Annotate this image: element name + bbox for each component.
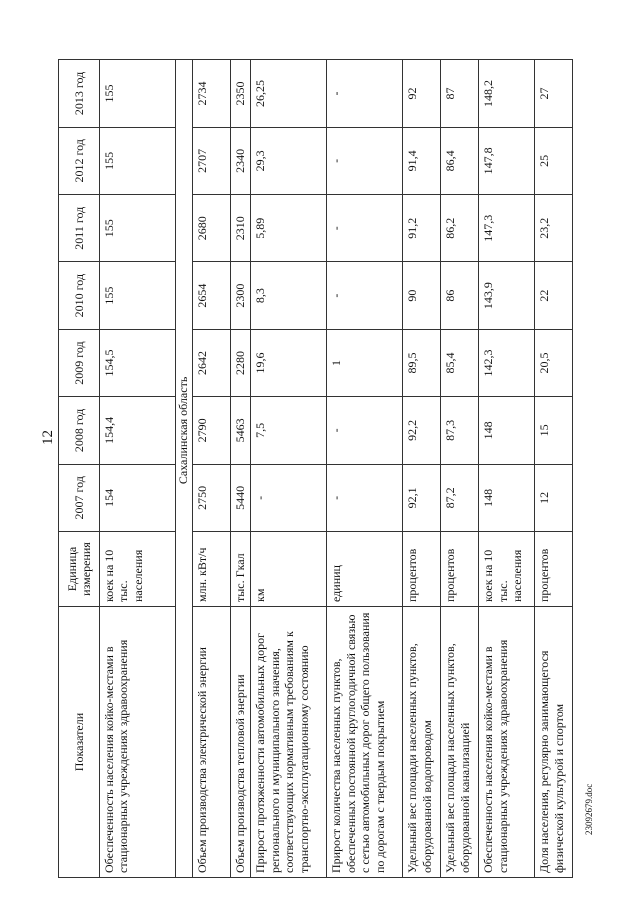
indicator-cell: Прирост протяженности автомобильных дорог регионального и муниципального значения, соответствующих нормативным требованиям к транспортно-эксплуатационному состоянию: [251, 607, 327, 878]
value-cell: 86,4: [441, 127, 479, 194]
unit-cell: единиц: [327, 532, 403, 607]
value-cell: 154: [100, 464, 176, 531]
unit-cell: коек на 10 тыс. населения: [100, 532, 176, 607]
value-cell: 2310: [231, 195, 251, 262]
value-cell: -: [327, 397, 403, 464]
table-body: [100, 60, 573, 878]
document-code: 23092679.doc: [584, 783, 594, 835]
value-cell: 2350: [231, 60, 251, 127]
value-cell: 91,4: [403, 127, 441, 194]
table-row: [403, 60, 441, 878]
value-cell: 87,3: [441, 397, 479, 464]
value-cell: 86: [441, 262, 479, 329]
value-cell: 92,1: [403, 464, 441, 531]
indicator-cell: Обеспеченность населения койко-местами в стационарных учреждениях здравоохранения: [479, 607, 535, 878]
value-cell: 85,4: [441, 329, 479, 396]
header-row: [59, 60, 100, 878]
indicator-cell: Объем производства электрической энергии: [193, 607, 231, 878]
value-cell: -: [327, 195, 403, 262]
unit-cell: км: [251, 532, 327, 607]
value-cell: 19,6: [251, 329, 327, 396]
value-cell: -: [327, 464, 403, 531]
value-cell: 2734: [193, 60, 231, 127]
value-cell: 155: [100, 195, 176, 262]
value-cell: 148: [479, 464, 535, 531]
value-cell: 26,25: [251, 60, 327, 127]
header-2009: 2009 год: [59, 329, 100, 396]
value-cell: 155: [100, 127, 176, 194]
header-2013: 2013 год: [59, 60, 100, 127]
value-cell: -: [327, 127, 403, 194]
page-number: 12: [40, 430, 56, 445]
unit-cell: процентов: [403, 532, 441, 607]
indicator-cell: Обеспеченность населения койко-местами в стационарных учреждениях здравоохранения: [100, 607, 176, 878]
value-cell: 8,3: [251, 262, 327, 329]
value-cell: 91,2: [403, 195, 441, 262]
header-2012: 2012 год: [59, 127, 100, 194]
unit-cell: млн. кВт/ч: [193, 532, 231, 607]
value-cell: 143,9: [479, 262, 535, 329]
value-cell: 2642: [193, 329, 231, 396]
value-cell: 20,5: [535, 329, 573, 396]
value-cell: -: [251, 464, 327, 531]
header-2010: 2010 год: [59, 262, 100, 329]
value-cell: 2340: [231, 127, 251, 194]
table-row: [535, 60, 573, 878]
value-cell: 154,4: [100, 397, 176, 464]
value-cell: 2680: [193, 195, 231, 262]
value-cell: 87: [441, 60, 479, 127]
indicator-cell: Удельный вес площади населенных пунктов, оборудованной канализацией: [441, 607, 479, 878]
rotated-page: [58, 60, 590, 878]
value-cell: 148,2: [479, 60, 535, 127]
value-cell: 148: [479, 397, 535, 464]
value-cell: 2300: [231, 262, 251, 329]
value-cell: 5,89: [251, 195, 327, 262]
header-2011: 2011 год: [59, 195, 100, 262]
value-cell: 155: [100, 262, 176, 329]
value-cell: 86,2: [441, 195, 479, 262]
unit-cell: коек на 10 тыс. населения: [479, 532, 535, 607]
value-cell: 23,2: [535, 195, 573, 262]
indicator-cell: Доля населения, регулярно занимающегося физической культурой и спортом: [535, 607, 573, 878]
header-indicators: Показатели: [59, 607, 100, 878]
unit-cell: тыс. Гкал: [231, 532, 251, 607]
value-cell: 15: [535, 397, 573, 464]
value-cell: 147,3: [479, 195, 535, 262]
unit-cell: процентов: [441, 532, 479, 607]
value-cell: 89,5: [403, 329, 441, 396]
value-cell: 2654: [193, 262, 231, 329]
table-row: [251, 60, 327, 878]
region-spacer: [176, 607, 193, 878]
value-cell: 154,5: [100, 329, 176, 396]
value-cell: 25: [535, 127, 573, 194]
value-cell: 5440: [231, 464, 251, 531]
header-unit: Единица измерения: [59, 532, 100, 607]
header-2007: 2007 год: [59, 464, 100, 531]
value-cell: 2707: [193, 127, 231, 194]
value-cell: 27: [535, 60, 573, 127]
value-cell: 155: [100, 60, 176, 127]
region-spacer: [176, 60, 193, 330]
indicator-cell: Прирост количества населенных пунктов, обеспеченных постоянной круглогодичной связью с сетью автомобильных дорог общего пользования по дорогам с твердым покрытием: [327, 607, 403, 878]
table-row: [441, 60, 479, 878]
value-cell: 2750: [193, 464, 231, 531]
value-cell: 29,3: [251, 127, 327, 194]
table-row: [193, 60, 231, 878]
value-cell: 7,5: [251, 397, 327, 464]
value-cell: -: [327, 60, 403, 127]
value-cell: 2280: [231, 329, 251, 396]
unit-cell: процентов: [535, 532, 573, 607]
value-cell: 22: [535, 262, 573, 329]
table-row: [479, 60, 535, 878]
value-cell: 92,2: [403, 397, 441, 464]
value-cell: 12: [535, 464, 573, 531]
indicator-cell: Объем производства тепловой энергии: [231, 607, 251, 878]
value-cell: -: [327, 262, 403, 329]
value-cell: 2790: [193, 397, 231, 464]
indicators-table: [58, 59, 573, 878]
value-cell: 87,2: [441, 464, 479, 531]
value-cell: 92: [403, 60, 441, 127]
table-row: [231, 60, 251, 878]
table-row: [327, 60, 403, 878]
value-cell: 142,3: [479, 329, 535, 396]
region-row: [176, 60, 193, 878]
header-2008: 2008 год: [59, 397, 100, 464]
value-cell: 1: [327, 329, 403, 396]
indicator-cell: Удельный вес площади населенных пунктов, оборудованной водопроводом: [403, 607, 441, 878]
region-spacer: [176, 532, 193, 607]
region-label: Сахалинская область: [176, 329, 193, 531]
value-cell: 5463: [231, 397, 251, 464]
table-row: [100, 60, 176, 878]
value-cell: 147,8: [479, 127, 535, 194]
value-cell: 90: [403, 262, 441, 329]
